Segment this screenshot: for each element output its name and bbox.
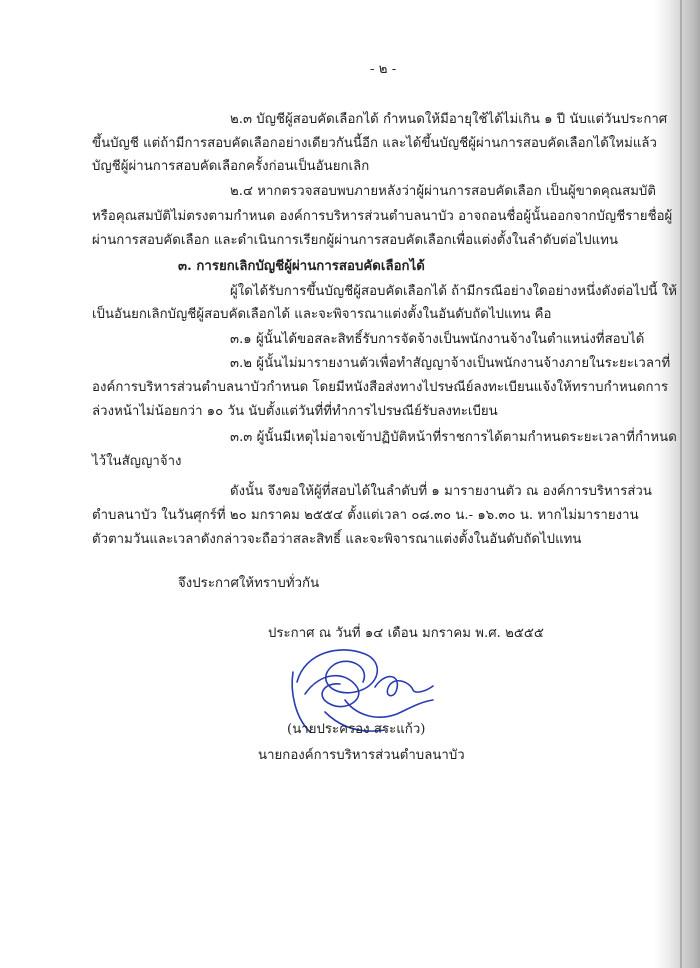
clause-2-3-line-1: ๒.๓ บัญชีผู้สอบคัดเลือกได้ กำหนดให้มีอายุใช้ได้ไม่เกิน ๑ ปี นับแต่วันประกาศ (230, 112, 668, 127)
signer-title: นายกองค์การบริหารส่วนตำบลนาบัว (258, 748, 465, 763)
clause-2-3-line-3: บัญชีผู้ผ่านการสอบคัดเลือกครั้งก่อนเป็นอันยกเลิก (92, 159, 370, 174)
signer-name: (นายประครอง สระแก้ว) (287, 722, 426, 737)
announcement-date: ประกาศ ณ วันที่ ๑๔ เดือน มกราคม พ.ศ. ๒๕๕๕ (268, 626, 544, 641)
clause-2-3-line-2: ขึ้นบัญชี แต่ถ้ามีการสอบคัดเลือกอย่างเดียวกันนี้อีก และได้ขึ้นบัญชีผู้ผ่านการสอบคัดเลือกได้ใหม่แล้ว (92, 136, 657, 151)
scan-edge-shadow (654, 0, 700, 968)
section-3-intro-line-1: ผู้ใดได้รับการขึ้นบัญชีผู้สอบคัดเลือกได้ ถ้ามีกรณีอย่างใดอย่างหนึ่งดังต่อไปนี้ ให้ (230, 284, 677, 299)
clause-3-1: ๓.๑ ผู้นั้นได้ขอสละสิทธิ์รับการจัดจ้างเป็นพนักงานจ้างในตำแหน่งที่สอบได้ (230, 332, 645, 347)
clause-2-4-line-1: ๒.๔ หากตรวจสอบพบภายหลังว่าผู้ผ่านการสอบคัดเลือก เป็นผู้ขาดคุณสมบัติ (230, 184, 656, 199)
conclusion-line-2: ตำบลนาบัว ในวันศุกร์ที่ ๒๐ มกราคม ๒๕๕๔ ตั้งแต่เวลา ๐๘.๓๐ น.- ๑๖.๓๐ น. หากไม่มารายงาน (92, 508, 639, 523)
announcement-closing: จึงประกาศให้ทราบทั่วกัน (178, 576, 320, 591)
conclusion-line-1: ดังนั้น จึงขอให้ผู้ที่สอบได้ในลำดับที่ ๑ มารายงานตัว ณ องค์การบริหารส่วน (230, 484, 652, 499)
clause-3-2-line-3: ล่วงหน้าไม่น้อยกว่า ๑๐ วัน นับตั้งแต่วันที่ที่ทำการไปรษณีย์รับลงทะเบียน (92, 404, 498, 419)
clause-3-2-line-1: ๓.๒ ผู้นั้นไม่มารายงานตัวเพื่อทำสัญญาจ้างเป็นพนักงานจ้างภายในระยะเวลาที่ (230, 356, 671, 371)
clause-2-4-line-2: หรือคุณสมบัติไม่ตรงตามกำหนด องค์การบริหารส่วนตำบลนาบัว อาจถอนชื่อผู้นั้นออกจากบัญชีรายชื่อผู้ (92, 209, 673, 224)
section-3-heading: ๓. การยกเลิกบัญชีผู้ผ่านการสอบคัดเลือกได้ (178, 259, 425, 274)
section-3-intro-line-2: เป็นอันยกเลิกบัญชีผู้สอบคัดเลือกได้ และจะพิจารณาแต่งตั้งในอันดับถัดไปแทน คือ (92, 307, 552, 322)
clause-2-4-line-3: ผ่านการสอบคัดเลือก และดำเนินการเรียกผู้ผ่านการสอบคัดเลือกเพื่อแต่งตั้งในลำดับต่อไปแทน (92, 233, 619, 248)
clause-3-3-line-1: ๓.๓ ผู้นั้นมีเหตุไม่อาจเข้าปฏิบัติหน้าที่ราชการได้ตามกำหนดระยะเวลาที่กำหนด (230, 430, 677, 445)
conclusion-line-3: ตัวตามวันและเวลาดังกล่าวจะถือว่าสละสิทธิ์ และจะพิจารณาแต่งตั้งในอันดับถัดไปแทน (92, 532, 582, 547)
page-number: - ๒ - (370, 62, 397, 77)
clause-3-3-line-2: ไว้ในสัญญาจ้าง (92, 454, 182, 469)
scan-edge-line (680, 0, 682, 968)
clause-3-2-line-2: องค์การบริหารส่วนตำบลนาบัวกำหนด โดยมีหนังสือส่งทางไปรษณีย์ลงทะเบียนแจ้งให้ทราบกำหนดการ (92, 380, 669, 395)
